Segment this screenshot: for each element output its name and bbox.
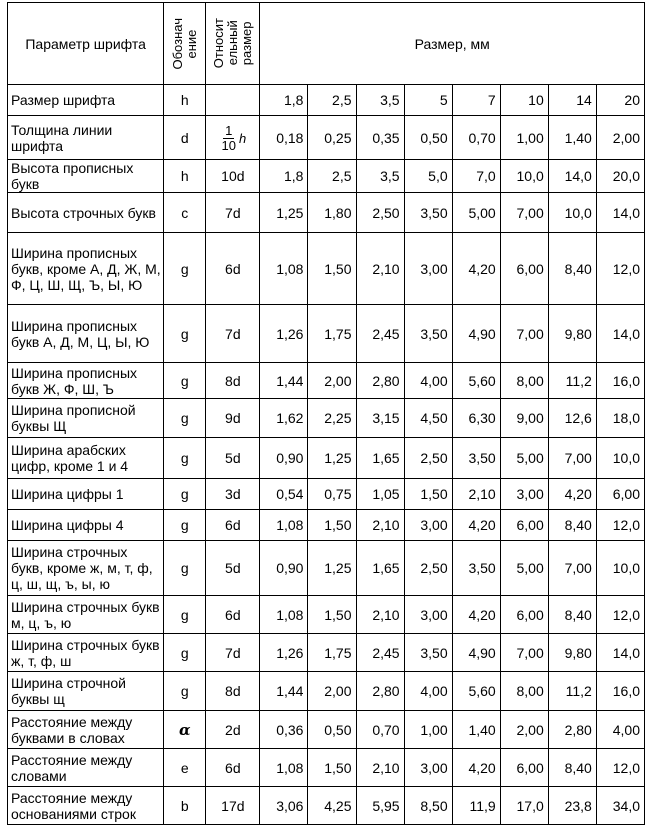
- value-cell: 6,00: [500, 749, 548, 787]
- value-cell: 0,35: [356, 116, 404, 160]
- value-cell: 20,0: [596, 160, 644, 193]
- value-cell: 2,50: [404, 541, 452, 596]
- value-cell: 5,00: [500, 541, 548, 596]
- param-cell: Ширина прописной буквы Щ: [8, 399, 164, 438]
- value-cell: 0,50: [308, 711, 356, 749]
- param-cell: Ширина строчных букв ж, т, ф, ш: [8, 634, 164, 672]
- value-cell: 1,65: [356, 541, 404, 596]
- value-cell: 11,2: [548, 672, 596, 711]
- value-cell: 3,50: [404, 634, 452, 672]
- value-cell: 5,00: [500, 438, 548, 479]
- value-cell: 3,50: [452, 438, 500, 479]
- table-row: [8, 363, 645, 399]
- table-row: [8, 711, 645, 749]
- value-cell: 0,18: [260, 116, 308, 160]
- relative-cell: 5d: [206, 541, 260, 596]
- value-cell: 1,08: [260, 596, 308, 634]
- value-cell: 1,26: [260, 305, 308, 363]
- symbol-cell: α: [164, 711, 206, 749]
- value-cell: 6,00: [500, 596, 548, 634]
- value-cell: 1,50: [308, 510, 356, 541]
- value-cell: 4,20: [452, 233, 500, 305]
- param-cell: Толщина линии шрифта: [8, 116, 164, 160]
- value-cell: 1,50: [308, 749, 356, 787]
- value-cell: 2,00: [596, 116, 644, 160]
- value-cell: 10,0: [548, 193, 596, 233]
- value-cell: 5,0: [404, 160, 452, 193]
- header-relative-size: Относит ельный размер: [206, 3, 260, 85]
- value-cell: 6,00: [500, 510, 548, 541]
- value-cell: 11,2: [548, 363, 596, 399]
- value-cell: 7,00: [500, 634, 548, 672]
- value-cell: 23,8: [548, 787, 596, 825]
- value-cell: 8,00: [500, 672, 548, 711]
- relative-cell: 7d: [206, 193, 260, 233]
- param-cell: Ширина арабских цифр, кроме 1 и 4: [8, 438, 164, 479]
- value-cell: 3,5: [356, 160, 404, 193]
- value-cell: 1,08: [260, 510, 308, 541]
- relative-cell: 6d: [206, 749, 260, 787]
- value-cell: 8,40: [548, 510, 596, 541]
- value-cell: 2,80: [356, 363, 404, 399]
- value-cell: 12,0: [596, 233, 644, 305]
- value-cell: 1,50: [404, 479, 452, 510]
- value-cell: 4,00: [596, 711, 644, 749]
- symbol-cell: h: [164, 160, 206, 193]
- value-cell: 5,00: [452, 193, 500, 233]
- value-cell: 14,0: [548, 160, 596, 193]
- value-cell: 3,50: [404, 305, 452, 363]
- value-cell: 4,20: [452, 749, 500, 787]
- value-cell: 14: [548, 85, 596, 116]
- header-designation: Обознач ение: [164, 3, 206, 85]
- value-cell: 4,20: [452, 510, 500, 541]
- relative-cell: 17d: [206, 787, 260, 825]
- relative-cell: 6d: [206, 233, 260, 305]
- value-cell: 9,00: [500, 399, 548, 438]
- value-cell: 4,00: [404, 672, 452, 711]
- value-cell: 2,00: [500, 711, 548, 749]
- value-cell: 3,00: [500, 479, 548, 510]
- relative-cell: 3d: [206, 479, 260, 510]
- value-cell: 1,80: [308, 193, 356, 233]
- header-param: Параметр шрифта: [8, 3, 164, 85]
- value-cell: 2,00: [308, 363, 356, 399]
- value-cell: 2,80: [548, 711, 596, 749]
- param-cell: Ширина прописных букв А, Д, М, Ц, Ы, Ю: [8, 305, 164, 363]
- relative-cell: 8d: [206, 672, 260, 711]
- value-cell: 0,25: [308, 116, 356, 160]
- value-cell: 1,44: [260, 363, 308, 399]
- value-cell: 3,5: [356, 85, 404, 116]
- param-cell: Ширина прописных букв, кроме А, Д, Ж, М, Ф, Ц, Ш, Щ, Ъ, Ы, Ю: [8, 233, 164, 305]
- value-cell: 8,40: [548, 596, 596, 634]
- value-cell: 10,0: [596, 541, 644, 596]
- table-row: [8, 85, 645, 116]
- table-row: [8, 305, 645, 363]
- param-cell: Ширина цифры 4: [8, 510, 164, 541]
- value-cell: 2,00: [308, 672, 356, 711]
- relative-cell: 7d: [206, 634, 260, 672]
- value-cell: 0,90: [260, 438, 308, 479]
- table-row: [8, 160, 645, 193]
- value-cell: 1,40: [452, 711, 500, 749]
- value-cell: 2,50: [404, 438, 452, 479]
- value-cell: 1,44: [260, 672, 308, 711]
- value-cell: 20: [596, 85, 644, 116]
- symbol-cell: g: [164, 479, 206, 510]
- value-cell: 1,05: [356, 479, 404, 510]
- symbol-cell: c: [164, 193, 206, 233]
- header-size-mm: Размер, мм: [260, 3, 645, 85]
- value-cell: 3,50: [404, 193, 452, 233]
- value-cell: 5,95: [356, 787, 404, 825]
- value-cell: 9,80: [548, 305, 596, 363]
- value-cell: 1,50: [308, 596, 356, 634]
- symbol-cell: g: [164, 634, 206, 672]
- symbol-cell: g: [164, 672, 206, 711]
- param-cell: Расстояние между основаниями строк: [8, 787, 164, 825]
- value-cell: 7,00: [500, 193, 548, 233]
- relative-cell: 10d: [206, 160, 260, 193]
- value-cell: 4,00: [404, 363, 452, 399]
- value-cell: 3,00: [404, 749, 452, 787]
- value-cell: 3,00: [404, 596, 452, 634]
- header-row: [8, 3, 645, 85]
- value-cell: 7,00: [548, 541, 596, 596]
- table-row: [8, 634, 645, 672]
- value-cell: 6,30: [452, 399, 500, 438]
- relative-cell: [206, 85, 260, 116]
- value-cell: 3,15: [356, 399, 404, 438]
- param-cell: Ширина цифры 1: [8, 479, 164, 510]
- value-cell: 1,26: [260, 634, 308, 672]
- value-cell: 7: [452, 85, 500, 116]
- value-cell: 3,00: [404, 233, 452, 305]
- value-cell: 3,50: [452, 541, 500, 596]
- relative-cell: 2d: [206, 711, 260, 749]
- value-cell: 1,40: [548, 116, 596, 160]
- value-cell: 2,10: [356, 510, 404, 541]
- value-cell: 0,70: [356, 711, 404, 749]
- value-cell: 0,54: [260, 479, 308, 510]
- value-cell: 1,08: [260, 233, 308, 305]
- value-cell: 1,25: [308, 541, 356, 596]
- value-cell: 6,00: [500, 233, 548, 305]
- value-cell: 18,0: [596, 399, 644, 438]
- value-cell: 2,45: [356, 305, 404, 363]
- value-cell: 10,0: [500, 160, 548, 193]
- param-cell: Ширина строчной буквы щ: [8, 672, 164, 711]
- value-cell: 8,40: [548, 749, 596, 787]
- value-cell: 12,0: [596, 510, 644, 541]
- relative-cell: 1 10 h: [206, 116, 260, 160]
- value-cell: 16,0: [596, 363, 644, 399]
- value-cell: 1,65: [356, 438, 404, 479]
- value-cell: 2,5: [308, 160, 356, 193]
- table-row: [8, 510, 645, 541]
- value-cell: 9,80: [548, 634, 596, 672]
- value-cell: 3,06: [260, 787, 308, 825]
- value-cell: 2,50: [356, 193, 404, 233]
- value-cell: 1,75: [308, 305, 356, 363]
- value-cell: 2,25: [308, 399, 356, 438]
- param-cell: Размер шрифта: [8, 85, 164, 116]
- table-row: [8, 787, 645, 825]
- relative-cell: 5d: [206, 438, 260, 479]
- table-row: [8, 399, 645, 438]
- value-cell: 3,00: [404, 510, 452, 541]
- symbol-cell: g: [164, 541, 206, 596]
- table-row: [8, 193, 645, 233]
- value-cell: 2,10: [356, 233, 404, 305]
- value-cell: 1,50: [308, 233, 356, 305]
- table-row: [8, 438, 645, 479]
- value-cell: 5: [404, 85, 452, 116]
- value-cell: 5,60: [452, 363, 500, 399]
- symbol-cell: e: [164, 749, 206, 787]
- value-cell: 2,10: [356, 749, 404, 787]
- value-cell: 12,0: [596, 596, 644, 634]
- value-cell: 8,00: [500, 363, 548, 399]
- param-cell: Высота прописных букв: [8, 160, 164, 193]
- table-row: [8, 233, 645, 305]
- value-cell: 4,90: [452, 305, 500, 363]
- value-cell: 17,0: [500, 787, 548, 825]
- value-cell: 5,60: [452, 672, 500, 711]
- param-cell: Ширина строчных букв м, ц, ъ, ю: [8, 596, 164, 634]
- value-cell: 1,25: [308, 438, 356, 479]
- value-cell: 1,8: [260, 85, 308, 116]
- param-cell: Ширина прописных букв Ж, Ф, Ш, Ъ: [8, 363, 164, 399]
- symbol-cell: h: [164, 85, 206, 116]
- value-cell: 2,5: [308, 85, 356, 116]
- table-row: [8, 116, 645, 160]
- value-cell: 10: [500, 85, 548, 116]
- relative-cell: 6d: [206, 510, 260, 541]
- value-cell: 7,00: [548, 438, 596, 479]
- value-cell: 7,00: [500, 305, 548, 363]
- value-cell: 14,0: [596, 305, 644, 363]
- value-cell: 1,00: [500, 116, 548, 160]
- value-cell: 6,00: [596, 479, 644, 510]
- value-cell: 7,0: [452, 160, 500, 193]
- value-cell: 0,36: [260, 711, 308, 749]
- value-cell: 1,00: [404, 711, 452, 749]
- symbol-cell: g: [164, 510, 206, 541]
- value-cell: 12,6: [548, 399, 596, 438]
- value-cell: 1,62: [260, 399, 308, 438]
- param-cell: Расстояние между буквами в словах: [8, 711, 164, 749]
- symbol-cell: g: [164, 363, 206, 399]
- value-cell: 2,45: [356, 634, 404, 672]
- value-cell: 4,50: [404, 399, 452, 438]
- symbol-cell: g: [164, 233, 206, 305]
- value-cell: 4,25: [308, 787, 356, 825]
- symbol-cell: d: [164, 116, 206, 160]
- value-cell: 1,8: [260, 160, 308, 193]
- value-cell: 0,50: [404, 116, 452, 160]
- table-row: [8, 672, 645, 711]
- value-cell: 10,0: [596, 438, 644, 479]
- value-cell: 1,75: [308, 634, 356, 672]
- param-cell: Ширина строчных букв, кроме ж, м, т, ф, ц, ш, щ, ъ, ы, ю: [8, 541, 164, 596]
- value-cell: 34,0: [596, 787, 644, 825]
- symbol-cell: g: [164, 438, 206, 479]
- value-cell: 14,0: [596, 634, 644, 672]
- table-row: [8, 596, 645, 634]
- value-cell: 0,90: [260, 541, 308, 596]
- value-cell: 1,25: [260, 193, 308, 233]
- value-cell: 2,10: [452, 479, 500, 510]
- relative-cell: 6d: [206, 596, 260, 634]
- table-row: [8, 479, 645, 510]
- font-parameters-table: [7, 2, 645, 825]
- table-row: [8, 749, 645, 787]
- table-row: [8, 541, 645, 596]
- value-cell: 8,40: [548, 233, 596, 305]
- value-cell: 4,90: [452, 634, 500, 672]
- value-cell: 16,0: [596, 672, 644, 711]
- value-cell: 14,0: [596, 193, 644, 233]
- value-cell: 8,50: [404, 787, 452, 825]
- value-cell: 0,75: [308, 479, 356, 510]
- value-cell: 2,80: [356, 672, 404, 711]
- value-cell: 12,0: [596, 749, 644, 787]
- value-cell: 1,08: [260, 749, 308, 787]
- value-cell: 4,20: [452, 596, 500, 634]
- symbol-cell: g: [164, 596, 206, 634]
- relative-cell: 7d: [206, 305, 260, 363]
- value-cell: 2,10: [356, 596, 404, 634]
- param-cell: Расстояние между словами: [8, 749, 164, 787]
- symbol-cell: g: [164, 305, 206, 363]
- param-cell: Высота строчных букв: [8, 193, 164, 233]
- symbol-cell: b: [164, 787, 206, 825]
- value-cell: 11,9: [452, 787, 500, 825]
- value-cell: 4,20: [548, 479, 596, 510]
- value-cell: 0,70: [452, 116, 500, 160]
- relative-cell: 8d: [206, 363, 260, 399]
- relative-cell: 9d: [206, 399, 260, 438]
- symbol-cell: g: [164, 399, 206, 438]
